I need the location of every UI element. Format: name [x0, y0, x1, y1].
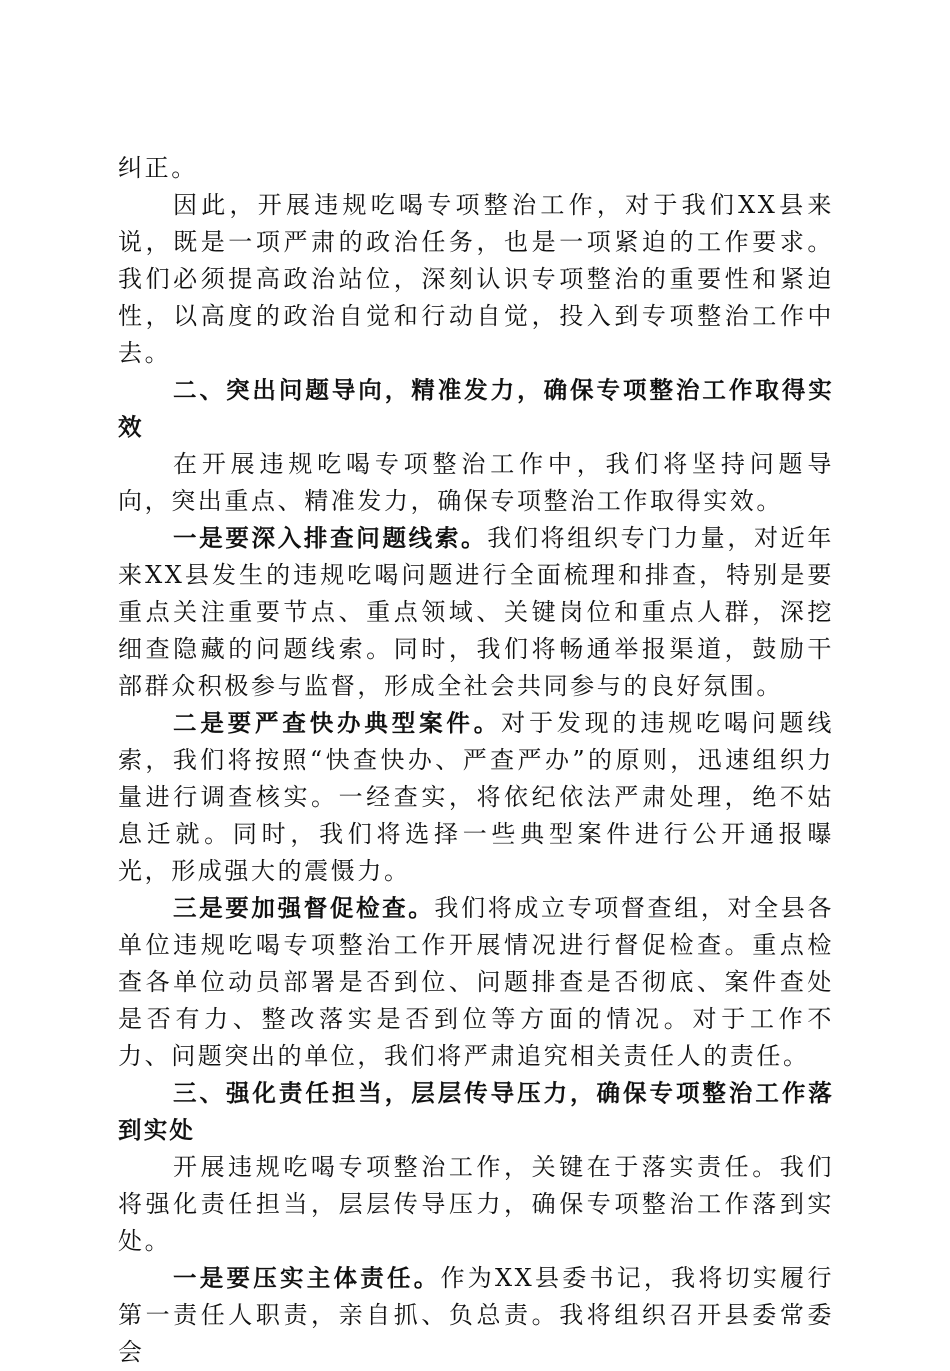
point-2-body: 对于发现的违规吃喝问题线索，我们将按照“快查快办、严查严办”的原则，迅速组织力量进行调查核实。一经查实，将依纪依法严肃处理，绝不姑息迁就。同时，我们将选择一些典型案件进行公开通报曝光，形成强大的震慑力。 — [118, 709, 834, 885]
paragraph-point-3 — [118, 890, 834, 1075]
point-3-lead: 三是要加强督促检查。 — [173, 894, 435, 922]
paragraph-section-3-intro: 开展违规吃喝专项整治工作，关键在于落实责任。我们将强化责任担当，层层传导压力，确保专项整治工作落到实处。 — [118, 1153, 834, 1255]
paragraph-section-3-point-1 — [118, 1260, 834, 1371]
paragraph-point-1 — [118, 520, 834, 705]
paragraph-continuation: 纠正。 — [118, 154, 198, 182]
paragraph-point-2 — [118, 705, 834, 890]
section-3-point-1-lead: 一是要压实主体责任。 — [173, 1264, 441, 1292]
section-heading-3: 三、强化责任担当，层层传导压力，确保专项整治工作落到实处 — [118, 1079, 834, 1144]
point-3-body: 我们将成立专项督查组，对全县各单位违规吃喝专项整治工作开展情况进行督促检查。重点检查各单位动员部署是否到位、问题排查是否彻底、案件查处是否有力、整改落实是否到位等方面的情况。对于工作不力、问题突出的单位，我们将严肃追究相关责任人的责任。 — [118, 894, 835, 1070]
point-1-lead: 一是要深入排查问题线索。 — [173, 524, 488, 552]
document-page — [118, 150, 834, 1371]
section-heading-2: 二、突出问题导向，精准发力，确保专项整治工作取得实效 — [118, 376, 834, 441]
section-3-point-1-body: 作为XX县委书记，我将切实履行第一责任人职责，亲自抓、负总责。我将组织召开县委常委会 — [118, 1264, 835, 1366]
point-2-lead: 二是要严查快办典型案件。 — [173, 709, 502, 737]
paragraph-section-2-intro: 在开展违规吃喝专项整治工作中，我们将坚持问题导向，突出重点、精准发力，确保专项整治工作取得实效。 — [118, 450, 834, 515]
paragraph-summary: 因此，开展违规吃喝专项整治工作，对于我们XX县来说，既是一项严肃的政治任务，也是一项紧迫的工作要求。我们必须提高政治站位，深刻认识专项整治的重要性和紧迫性，以高度的政治自觉和行动自觉，投入到专项整治工作中去。 — [118, 191, 834, 367]
point-1-body: 我们将组织专门力量，对近年来XX县发生的违规吃喝问题进行全面梳理和排查，特别是要重点关注重要节点、重点领域、关键岗位和重点人群，深挖细查隐藏的问题线索。同时，我们将畅通举报渠道，鼓励干部群众积极参与监督，形成全社会共同参与的良好氛围。 — [118, 524, 834, 700]
